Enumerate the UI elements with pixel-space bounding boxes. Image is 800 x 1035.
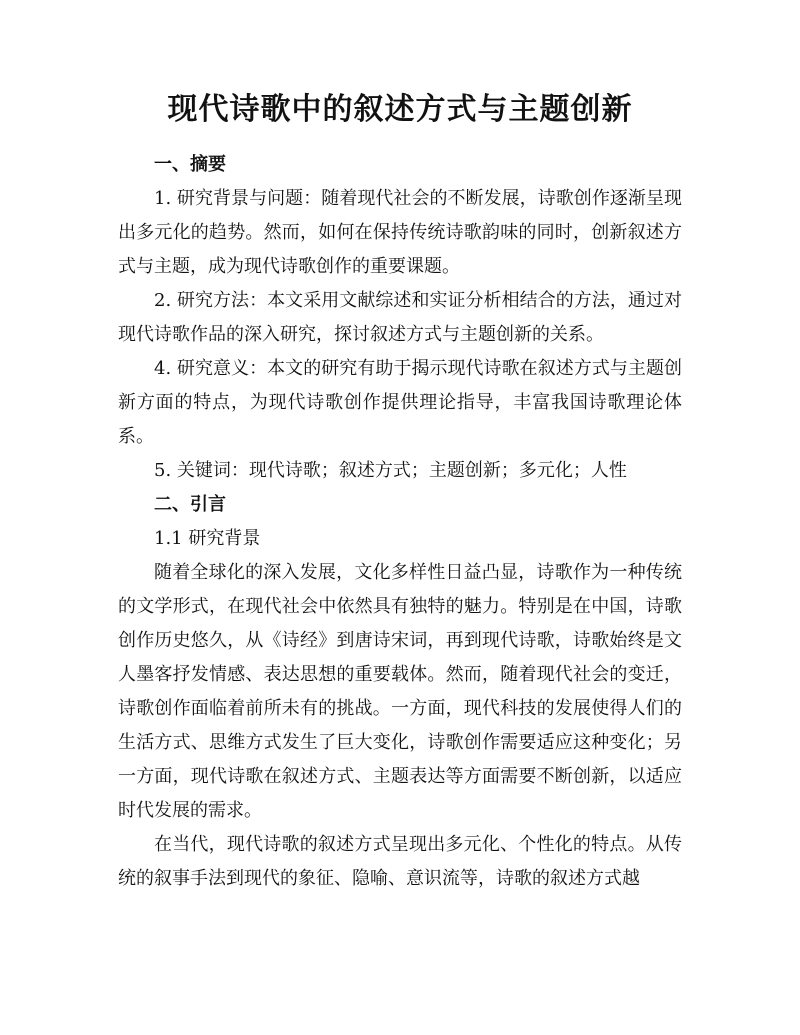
intro-heading: 二、引言: [154, 494, 226, 515]
abstract-item-method: 2. 研究方法：本文采用文献综述和实证分析相结合的方法，通过对现代诗歌作品的深入研究，探讨叙述方式与主题创新的关系。: [118, 290, 682, 345]
intro-sub-heading: 1.1 研究背景: [154, 528, 261, 549]
abstract-item-background: 1. 研究背景与问题：随着现代社会的不断发展，诗歌创作逐渐呈现出多元化的趋势。然而，如何在保持传统诗歌韵味的同时，创新叙述方式与主题，成为现代诗歌创作的重要课题。: [118, 188, 682, 277]
abstract-heading: 一、摘要: [154, 154, 226, 175]
document-body: [118, 148, 682, 896]
intro-paragraph-2: 在当代，现代诗歌的叙述方式呈现出多元化、个性化的特点。从传统的叙事手法到现代的象征、隐喻、意识流等，诗歌的叙述方式越: [118, 834, 682, 889]
intro-paragraph-1: 随着全球化的深入发展，文化多样性日益凸显，诗歌作为一种传统的文学形式，在现代社会中依然具有独特的魅力。特别是在中国，诗歌创作历史悠久，从《诗经》到唐诗宋词，再到现代诗歌，诗歌始终是文人墨客抒发情感、表达思想的重要载体。然而，随着现代社会的变迁，诗歌创作面临着前所未有的挑战。一方面，现代科技的发展使得人们的生活方式、思维方式发生了巨大变化，诗歌创作需要适应这种变化；另一方面，现代诗歌在叙述方式、主题表达等方面需要不断创新，以适应时代发展的需求。: [118, 562, 682, 821]
document-title: 现代诗歌中的叙述方式与主题创新: [167, 92, 633, 127]
abstract-item-keywords: 5. 关键词：现代诗歌；叙述方式；主题创新；多元化；人性: [154, 460, 627, 481]
abstract-item-significance: 4. 研究意义：本文的研究有助于揭示现代诗歌在叙述方式与主题创新方面的特点，为现代诗歌创作提供理论指导，丰富我国诗歌理论体系。: [118, 358, 682, 447]
